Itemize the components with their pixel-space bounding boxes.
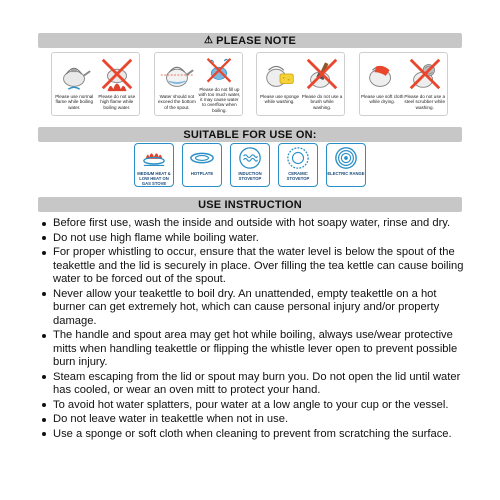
range-tile-electric [326, 143, 366, 187]
note-group-washing [256, 52, 345, 116]
note-item [53, 55, 96, 113]
note-caption: Please do not use a steel scrubber while washing. [404, 94, 446, 110]
range-label: HOTPLATE [190, 171, 214, 176]
electric-range-icon [332, 146, 360, 170]
instruction-item: Do not use high flame while boiling water. [38, 232, 466, 246]
instruction-item: The handle and spout area may get hot while boiling, always use/wear protective mitts when handling teakettle or flipping the whistle lever open to prevent possible burn injury. [38, 329, 466, 370]
range-tile-gas [134, 143, 174, 187]
note-group-water-level [154, 52, 243, 116]
note-item [156, 55, 199, 113]
range-label: ELECTRIC RANGE [327, 171, 365, 176]
hotplate-icon [188, 146, 216, 170]
note-caption: Please use normal flame while boiling water. [55, 94, 94, 110]
range-label: CERAMIC STOVETOP [286, 171, 310, 181]
note-group-drying [359, 52, 448, 116]
suitable-title: SUITABLE FOR USE ON: [183, 128, 317, 141]
note-caption: Please do not use a brush while washing. [301, 94, 343, 110]
please-note-panel [51, 52, 448, 116]
instruction-item: To avoid hot water splatters, pour water at a low angle to your cup or the vessel. [38, 399, 466, 413]
sponge-icon [261, 55, 299, 93]
range-label: INDUCTION STOVETOP [238, 171, 262, 181]
kettle-flame-icon [55, 55, 93, 93]
range-tile-induction [230, 143, 270, 187]
soft-cloth-icon [363, 55, 401, 93]
range-tile-ceramic [278, 143, 318, 187]
note-item [301, 55, 344, 113]
kettle-high-flame-crossed-icon [98, 55, 136, 93]
ceramic-stovetop-icon [284, 146, 312, 170]
please-note-header [38, 33, 462, 48]
instruction-item: Steam escaping from the lid or spout may burn you. Do not open the lid until water has cooled, or wear an oven mitt to protect your hand. [38, 371, 466, 398]
kettle-water-level-icon [158, 55, 196, 93]
note-item [361, 55, 404, 113]
note-caption: Water should not exceed the bottom of the spout. [158, 94, 196, 110]
note-caption: Please do not use high flame while boiling water. [98, 94, 136, 110]
instruction-item: Before first use, wash the inside and outside with hot soapy water, rinse and dry. [38, 217, 466, 231]
instruction-item: For proper whistling to occur, ensure that the water level is below the spout of the teakettle and the lid is securely in place. Over filling the tea kettle can cause boiling water to be forced out of the spout. [38, 246, 466, 287]
use-instruction-header [38, 197, 462, 212]
range-label: MEDIUM HEAT & LOW HEAT ON GAS STOVE [137, 171, 171, 186]
please-note-title: PLEASE NOTE [216, 34, 296, 47]
gas-stove-icon [140, 146, 168, 170]
suitable-header [38, 127, 462, 142]
note-caption: Please do not fill up with too much water, it may cause water to overflow when boiling. [198, 86, 241, 113]
kettle-overfill-crossed-icon [200, 55, 238, 86]
note-item [403, 55, 446, 113]
note-item [96, 55, 139, 113]
note-item [198, 55, 241, 113]
instruction-item: Use a sponge or soft cloth when cleaning to prevent from scratching the surface. [38, 428, 466, 442]
warning-icon: ⚠ [204, 35, 214, 46]
induction-stovetop-icon [236, 146, 264, 170]
cooktop-range-list [134, 143, 366, 187]
instruction-item: Never allow your teakettle to boil dry. An unattended, empty teakettle on a hot burner can get extremely hot, which can cause personal injury and/or property damage. [38, 288, 466, 329]
note-caption: Please use soft cloth while drying. [361, 94, 404, 105]
instruction-item: Do not leave water in teakettle when not in use. [38, 413, 466, 427]
note-group-flame [51, 52, 140, 116]
note-caption: Please use sponge while washing. [260, 94, 300, 105]
steel-scrubber-crossed-icon [406, 55, 444, 93]
note-item [258, 55, 301, 113]
range-tile-hotplate [182, 143, 222, 187]
instruction-list [38, 217, 466, 442]
brush-crossed-icon [303, 55, 341, 93]
use-instruction-title: USE INSTRUCTION [198, 198, 302, 211]
